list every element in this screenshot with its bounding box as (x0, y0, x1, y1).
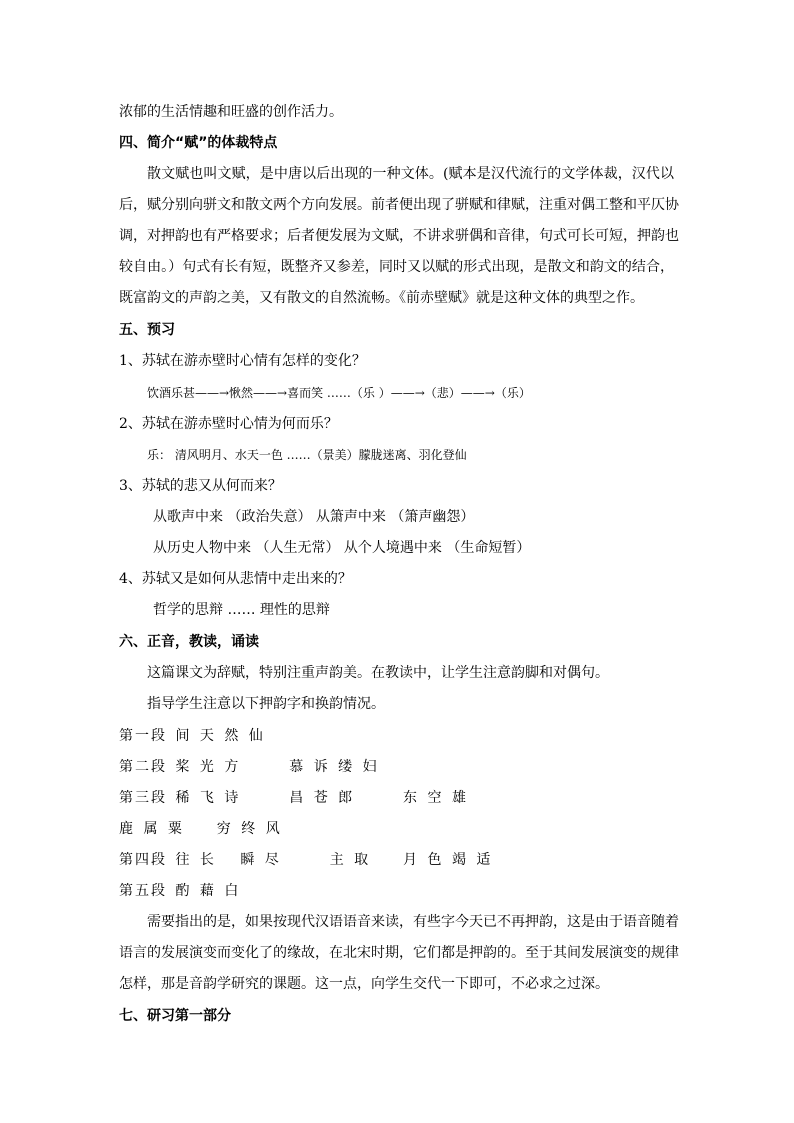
section6-heading: 六、正音，教读，诵读 (119, 634, 259, 650)
section5-heading: 五、预习 (119, 322, 175, 338)
section4-para-line-3: 调，对押韵也有严格要求；后者便发展为文赋，不讲求骈偶和音律，句式可长可短，押韵也 (119, 228, 679, 244)
section6-note-line-2: 语言的发展演变而变化了的缘故，在北宋时期，它们都是押韵的。至于其间发展演变的规律 (119, 945, 679, 961)
section6-note-line-1: 需要指出的是，如果按现代汉语语音来读，有些字今天已不再押韵，这是由于语音随着 (147, 914, 679, 930)
answer-4: 哲学的思辩 …… 理性的思辩 (153, 602, 330, 618)
section4-para-line-2: 后，赋分别向骈文和散文两个方向发展。前者便出现了骈赋和律赋，注重对偶工整和平仄协 (119, 197, 679, 213)
answer-2: 乐： 清风明月、水天一色 ……（景美）朦胧迷离、羽化登仙 (147, 448, 467, 462)
intro-tail-text: 浓郁的生活情趣和旺盛的创作活力。 (119, 104, 343, 120)
section4-para-line-4: 较自由。）句式有长有短，既整齐又参差，同时又以赋的形式出现，是散文和韵文的结合， (119, 259, 674, 275)
rhyme-line-6: 第五段 酌 藉 白 (119, 883, 241, 899)
rhyme-line-2: 第二段 桨 光 方 慕 诉 缕 妇 (119, 759, 379, 775)
question-1: 1、苏轼在游赤壁时心情有怎样的变化？ (119, 353, 366, 369)
section4-heading: 四、简介“赋”的体裁特点 (119, 135, 278, 151)
rhyme-line-1: 第一段 间 天 然 仙 (119, 728, 265, 744)
question-3: 3、苏轼的悲又从何而来？ (119, 478, 282, 494)
rhyme-line-3: 第三段 稀 飞 诗 昌 苍 郎 东 空 雄 (119, 790, 468, 806)
section7-heading: 七、研习第一部分 (119, 1008, 231, 1024)
rhyme-line-5: 第四段 往 长 瞬 尽 主 取 月 色 竭 适 (119, 852, 493, 868)
section6-note-line-3: 怎样，那是音韵学研究的课题。这一点，向学生交代一下即可，不必求之过深。 (119, 976, 609, 992)
rhyme-line-4: 鹿 属 粟 穷 终 风 (119, 821, 282, 837)
answer-3-line-1: 从歌声中来 （政治失意） 从箫声中来 （箫声幽怨） (153, 509, 475, 525)
section6-para-1: 这篇课文为辞赋，特别注重声韵美。在教读中，让学生注意韵脚和对偶句。 (147, 665, 609, 681)
question-2: 2、苏轼在游赤壁时心情为何而乐？ (119, 416, 338, 432)
answer-3-line-2: 从历史人物中来 （人生无常） 从个人境遇中来 （生命短暂） (153, 540, 531, 556)
section4-para-line-5: 既富韵文的声韵之美，又有散文的自然流畅。《前赤壁赋》就是这种文体的典型之作。 (119, 290, 644, 306)
question-4: 4、苏轼又是如何从悲情中走出来的？ (119, 571, 352, 587)
section6-para-2: 指导学生注意以下押韵字和换韵情况。 (147, 696, 385, 712)
answer-1: 饮酒乐甚——→愀然——→喜而笑 ……（乐 ）——→（悲）——→（乐） (147, 386, 531, 400)
section4-para-line-1: 散文赋也叫文赋，是中唐以后出现的一种文体。(赋本是汉代流行的文学体裁，汉代以 (147, 166, 674, 182)
